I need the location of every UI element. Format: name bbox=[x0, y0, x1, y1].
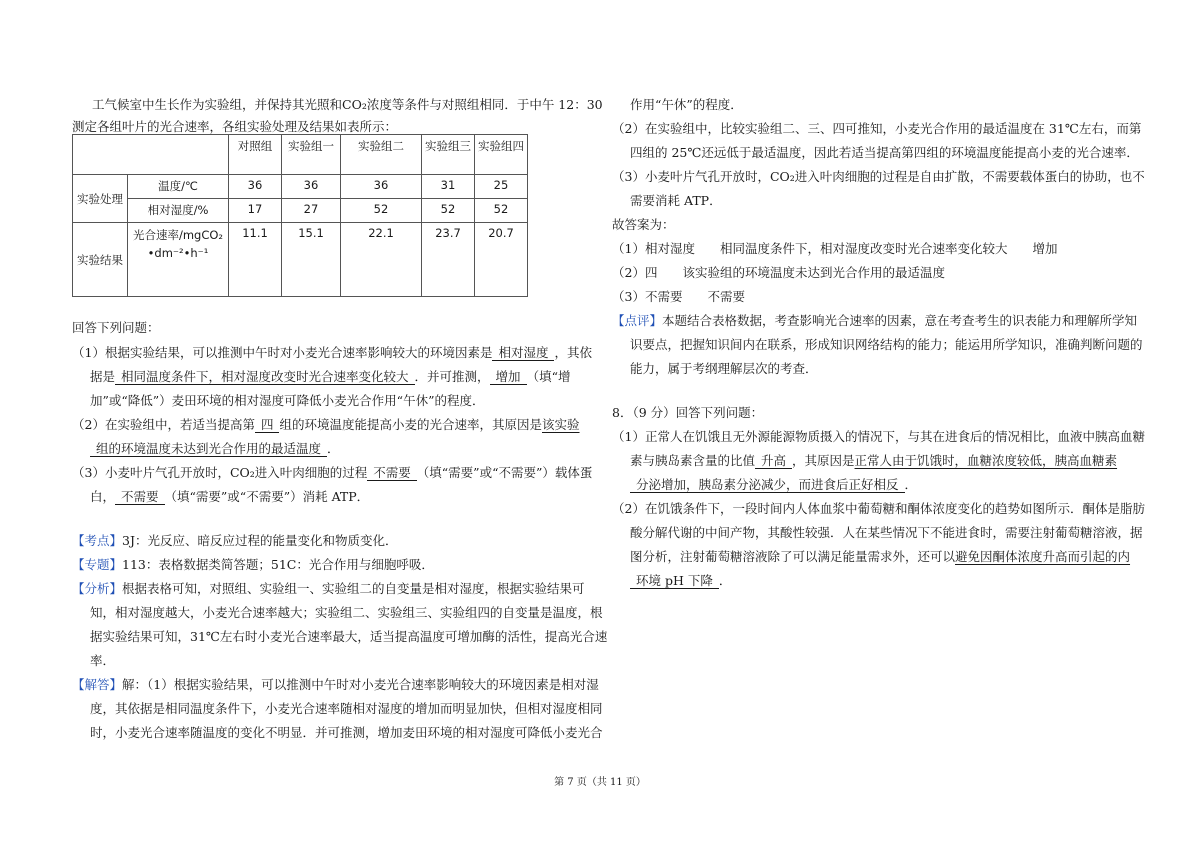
q3-line1: （3）小麦叶片气孔开放时，CO₂进入叶肉细胞的过程 不需要 （填“需要”或“不需要”）载体蛋 bbox=[72, 465, 593, 480]
answer-blank: 不需要 bbox=[367, 465, 417, 481]
q8-1-line1: （1）正常人在饥饿且无外源能源物质摄入的情况下，与其在进食后的情况相比，血液中胰高血糖 bbox=[612, 429, 1145, 444]
cell: 15.1 bbox=[282, 223, 341, 297]
kaodian-tag: 【考点】 bbox=[72, 533, 123, 548]
zhuanti-tag: 【专题】 bbox=[72, 557, 123, 572]
fenxi-line2: 知，相对湿度越大，小麦光合速率越大；实验组二、实验组三、实验组四的自变量是温度，根 bbox=[90, 605, 603, 620]
q8-1-line2: 素与胰岛素含量的比值 升高 ，其原因是正常人由于饥饿时，血糖浓度较低，胰高血糖素 bbox=[630, 453, 1118, 468]
dianping-tag: 【点评】 bbox=[612, 313, 663, 328]
q2-line2: 组的环境温度未达到光合作用的最适温度 ． bbox=[90, 440, 340, 458]
dianping-line1: 【点评】本题结合表格数据，考查影响光合速率的因素，意在考查考生的识表能力和理解所学知 bbox=[612, 313, 1138, 328]
cell: 52 bbox=[422, 199, 475, 223]
cell: 25 bbox=[475, 175, 528, 199]
jieda-line1: 【解答】解：（1）根据实验结果，可以推测中午时对小麦光合速率影响较大的环境因素是相对湿 bbox=[72, 677, 599, 692]
answer-blank: 分泌增加，胰岛素分泌减少，而进食后正好相反 bbox=[630, 477, 905, 493]
right-line2: （2）在实验组中，比较实验组二、三、四可推知，小麦光合作用的最适温度在 31℃左右，而第 bbox=[612, 121, 1142, 136]
answer-2: （2）四 该实验组的环境温度未达到光合作用的最适温度 bbox=[612, 265, 945, 280]
answer-blank: 环境 pH 下降 bbox=[630, 573, 719, 589]
answer-blank: 增加 bbox=[490, 369, 527, 385]
q3-line2: 白， 不需要 （填“需要”或“不需要”）消耗 ATP． bbox=[90, 489, 370, 504]
q8-2-line4: 环境 pH 下降 ． bbox=[630, 572, 731, 590]
q8-title: 8．（9 分）回答下列问题： bbox=[612, 405, 764, 420]
th-group3: 实验组三 bbox=[422, 135, 475, 175]
answer-underline: 该实验 bbox=[542, 417, 580, 432]
q1-line2: 据是 相同温度条件下，相对湿度改变时光合速率变化较大 ．并可推测， 增加 （填“增 bbox=[90, 369, 571, 384]
cell: 23.7 bbox=[422, 223, 475, 297]
answer-blank: 四 bbox=[255, 417, 280, 433]
answer-blank: 组的环境温度未达到光合作用的最适温度 bbox=[90, 441, 327, 457]
row-humidity-label: 相对湿度/% bbox=[128, 199, 229, 223]
right-line5: 需要消耗 ATP． bbox=[630, 193, 722, 208]
question-intro: 回答下列问题： bbox=[72, 320, 160, 335]
th-group1: 实验组一 bbox=[282, 135, 341, 175]
cell: 36 bbox=[282, 175, 341, 199]
row-temp-label: 温度/℃ bbox=[128, 175, 229, 199]
q1-line1: （1）根据实验结果，可以推测中午时对小麦光合速率影响较大的环境因素是 相对湿度 ，其依 bbox=[72, 345, 592, 360]
group-treatment: 实验处理 bbox=[73, 175, 128, 223]
cell: 31 bbox=[422, 175, 475, 199]
answer-3: （3）不需要 不需要 bbox=[612, 289, 745, 304]
q8-2-line3: 图分析，注射葡萄糖溶液除了可以满足能量需求外，还可以避免因酮体浓度升高而引起的内 bbox=[630, 549, 1131, 564]
right-line3: 四组的 25℃还远低于最适温度，因此若适当提高第四组的环境温度能提高小麦的光合速率． bbox=[630, 145, 1139, 160]
fenxi-line4: 率． bbox=[90, 653, 116, 668]
fenxi-line3: 据实验结果可知，31℃左右时小麦光合速率最大，适当提高温度可增加酶的活性，提高光合速 bbox=[90, 629, 608, 644]
cell: 27 bbox=[282, 199, 341, 223]
cell: 52 bbox=[341, 199, 422, 223]
cell: 36 bbox=[341, 175, 422, 199]
cell: 22.1 bbox=[341, 223, 422, 297]
dianping-line2: 识要点，把握知识间内在联系，形成知识网络结构的能力；能运用所学知识，准确判断问题的 bbox=[630, 337, 1143, 352]
q8-2-line1: （2）在饥饿条件下，一段时间内人体血浆中葡萄糖和酮体浓度变化的趋势如图所示．酮体是脂肪 bbox=[612, 501, 1145, 516]
q2-line1: （2）在实验组中，若适当提高第 四 组的环境温度能提高小麦的光合速率，其原因是该实验 bbox=[72, 417, 580, 432]
cell: 36 bbox=[229, 175, 282, 199]
answer-blank: 不需要 bbox=[115, 489, 165, 505]
page-footer: 第 7 页（共 11 页） bbox=[554, 777, 646, 788]
fenxi-tag: 【分析】 bbox=[72, 581, 123, 596]
cell: 11.1 bbox=[229, 223, 282, 297]
q8-1-line3: 分泌增加，胰岛素分泌减少，而进食后正好相反 ． bbox=[630, 476, 917, 494]
dianping-line3: 能力，属于考纲理解层次的考查． bbox=[630, 361, 818, 376]
group-result: 实验结果 bbox=[73, 223, 128, 297]
q1-line3: 加”或“降低”）麦田环境的相对湿度可降低小麦光合作用“午休”的程度． bbox=[90, 393, 485, 408]
cell: 52 bbox=[475, 199, 528, 223]
answer-underline: 避免因酮体浓度升高而引起的内 bbox=[955, 549, 1131, 564]
answer-blank: 升高 bbox=[755, 453, 792, 469]
th-group4: 实验组四 bbox=[475, 135, 528, 175]
th-group2: 实验组二 bbox=[341, 135, 422, 175]
row-rate-label: 光合速率/mgCO₂•dm⁻²•h⁻¹ bbox=[128, 223, 229, 297]
intro-line-1: 工气候室中生长作为实验组，并保持其光照和CO₂浓度等条件与对照组相同．于中午 12：30 bbox=[92, 97, 603, 112]
jieda-line3: 时，小麦光合速率随温度的变化不明显．并可推测，增加麦田环境的相对湿度可降低小麦光合 bbox=[90, 725, 603, 740]
intro-line-2: 测定各组叶片的光合速率，各组实验处理及结果如表所示： bbox=[72, 119, 398, 134]
right-line4: （3）小麦叶片气孔开放时，CO₂进入叶肉细胞的过程是自由扩散，不需要载体蛋白的协助，也不 bbox=[612, 169, 1145, 184]
right-line1: 作用“午休”的程度． bbox=[630, 97, 743, 112]
fenxi-line1: 【分析】根据表格可知，对照组、实验组一、实验组二的自变量是相对湿度，根据实验结果可 bbox=[72, 581, 585, 596]
experiment-table bbox=[72, 134, 528, 297]
cell: 20.7 bbox=[475, 223, 528, 297]
kaodian: 【考点】3J：光反应、暗反应过程的能量变化和物质变化． bbox=[72, 533, 398, 548]
q8-2-line2: 酸分解代谢的中间产物，其酸性较强．人在某些情况下不能进食时，需要注射葡萄糖溶液，据 bbox=[630, 525, 1143, 540]
zhuanti: 【专题】113：表格数据类简答题；51C：光合作用与细胞呼吸． bbox=[72, 557, 434, 572]
answer-blank: 相对湿度 bbox=[492, 345, 554, 361]
answer-underline: 正常人由于饥饿时，血糖浓度较低，胰高血糖素 bbox=[854, 453, 1118, 468]
cell: 17 bbox=[229, 199, 282, 223]
answer-blank: 相同温度条件下，相对湿度改变时光合速率变化较大 bbox=[115, 369, 415, 385]
jieda-line2: 度，其依据是相同温度条件下，小麦光合速率随相对湿度的增加而明显加快，但相对湿度相同 bbox=[90, 701, 603, 716]
th-control: 对照组 bbox=[229, 135, 282, 175]
answer-heading: 故答案为： bbox=[612, 217, 675, 232]
jieda-tag: 【解答】 bbox=[72, 677, 123, 692]
answer-1: （1）相对湿度 相同温度条件下，相对湿度改变时光合速率变化较大 增加 bbox=[612, 241, 1058, 256]
